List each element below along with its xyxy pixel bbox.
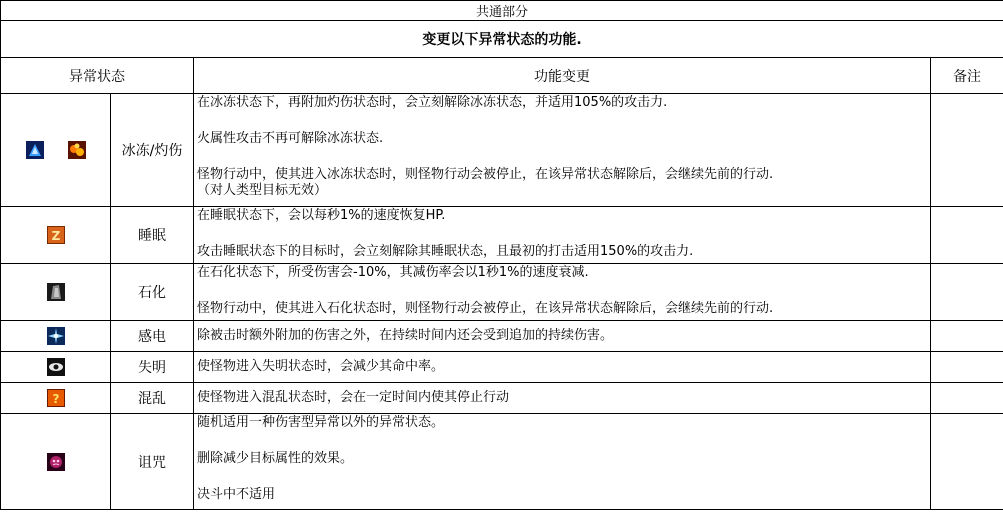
table-row bbox=[1, 352, 1003, 383]
status-note bbox=[931, 321, 1003, 352]
status-note bbox=[931, 264, 1003, 321]
header-note: 备注 bbox=[931, 58, 1003, 94]
status-name: 冰冻/灼伤 bbox=[111, 94, 194, 207]
status-icon-cell bbox=[1, 414, 111, 510]
status-description: 在冰冻状态下，再附加灼伤状态时，会立刻解除冰冻状态，并适用105%的攻击力. 火属性攻击不再可解除冰冻状态. 怪物行动中，使其进入冰冻状态时，则怪物行动会被停止，在该异常状态解除后，会继续先前的行动. （对人类型目标无效） bbox=[194, 94, 931, 207]
table-row bbox=[1, 414, 1003, 510]
freeze-icon bbox=[26, 141, 44, 159]
table-row bbox=[1, 94, 1003, 207]
status-icon-cell bbox=[1, 264, 111, 321]
status-icon-cell bbox=[1, 383, 111, 414]
status-description: 在睡眠状态下，会以每秒1%的速度恢复HP. 攻击睡眠状态下的目标时，会立刻解除其睡眠状态，且最初的打击适用150%的攻击力. bbox=[194, 207, 931, 264]
status-description: 使怪物进入混乱状态时，会在一定时间内使其停止行动 bbox=[194, 383, 931, 414]
table-subtitle: 变更以下异常状态的功能. bbox=[1, 21, 1003, 58]
burn-icon bbox=[68, 141, 86, 159]
table-row bbox=[1, 207, 1003, 264]
table-title: 共通部分 bbox=[1, 1, 1003, 21]
table-row bbox=[1, 321, 1003, 352]
curse-icon bbox=[47, 453, 65, 471]
blind-icon bbox=[47, 358, 65, 376]
status-description: 除被击时额外附加的伤害之外，在持续时间内还会受到追加的持续伤害。 bbox=[194, 321, 931, 352]
status-name: 石化 bbox=[111, 264, 194, 321]
table-row bbox=[1, 383, 1003, 414]
status-name: 失明 bbox=[111, 352, 194, 383]
status-icon-cell bbox=[1, 352, 111, 383]
status-note bbox=[931, 383, 1003, 414]
status-name: 混乱 bbox=[111, 383, 194, 414]
table-row bbox=[1, 264, 1003, 321]
status-icon-cell bbox=[1, 321, 111, 352]
status-name: 诅咒 bbox=[111, 414, 194, 510]
confuse-icon bbox=[47, 389, 65, 407]
status-icon-cell bbox=[1, 207, 111, 264]
status-icon-cell bbox=[1, 94, 111, 207]
status-note bbox=[931, 94, 1003, 207]
status-note bbox=[931, 352, 1003, 383]
header-status: 异常状态 bbox=[1, 58, 194, 94]
svg-text:Z: Z bbox=[51, 229, 60, 243]
stone-icon bbox=[47, 283, 65, 301]
shock-icon bbox=[47, 327, 65, 345]
status-name: 睡眠 bbox=[111, 207, 194, 264]
status-name: 感电 bbox=[111, 321, 194, 352]
status-description: 使怪物进入失明状态时，会减少其命中率。 bbox=[194, 352, 931, 383]
header-change: 功能变更 bbox=[194, 58, 931, 94]
status-note bbox=[931, 207, 1003, 264]
status-note bbox=[931, 414, 1003, 510]
status-description: 随机适用一种伤害型异常以外的异常状态。 删除减少目标属性的效果。 决斗中不适用 bbox=[194, 414, 931, 510]
sleep-icon bbox=[47, 226, 65, 244]
svg-text:?: ? bbox=[52, 392, 59, 406]
status-description: 在石化状态下，所受伤害会-10%，其减伤率会以1秒1%的速度衰减. 怪物行动中，使其进入石化状态时，则怪物行动会被停止，在该异常状态解除后，会继续先前的行动. bbox=[194, 264, 931, 321]
